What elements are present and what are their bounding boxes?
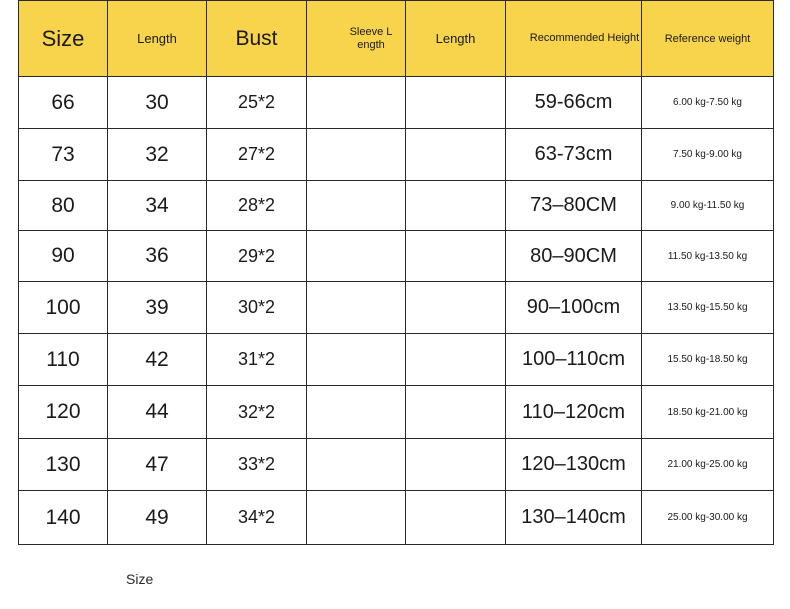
length-cell: 42 [108, 334, 207, 386]
length-2-cell [406, 231, 506, 282]
table-row [19, 439, 774, 491]
sleeve-length-cell [307, 439, 406, 491]
sleeve-length-cell [307, 334, 406, 386]
header-recommended-height: Recommended Height [506, 1, 642, 77]
recommended-height-cell: 100–110cm [506, 334, 642, 386]
table-row [19, 129, 774, 181]
recommended-height-cell: 80–90CM [506, 231, 642, 282]
header-length: Length [108, 1, 207, 77]
size-cell: 80 [19, 181, 108, 231]
table-row [19, 231, 774, 282]
reference-weight-cell: 9.00 kg-11.50 kg [642, 181, 774, 231]
table-row [19, 491, 774, 545]
length-cell: 30 [108, 77, 207, 129]
length-2-cell [406, 77, 506, 129]
recommended-height-cell: 120–130cm [506, 439, 642, 491]
recommended-height-cell: 110–120cm [506, 386, 642, 439]
length-cell: 32 [108, 129, 207, 181]
size-cell: 130 [19, 439, 108, 491]
sleeve-length-cell [307, 386, 406, 439]
sleeve-length-cell [307, 282, 406, 334]
length-2-cell [406, 282, 506, 334]
recommended-height-cell: 90–100cm [506, 282, 642, 334]
bust-cell: 33*2 [207, 439, 307, 491]
size-cell: 120 [19, 386, 108, 439]
header-reference-weight: Reference weight [642, 1, 774, 77]
header-sleeve-length: Sleeve L ength [307, 1, 406, 77]
bust-cell: 32*2 [207, 386, 307, 439]
size-cell: 66 [19, 77, 108, 129]
length-2-cell [406, 491, 506, 545]
header-size: Size [19, 1, 108, 77]
bust-cell: 30*2 [207, 282, 307, 334]
reference-weight-cell: 25.00 kg-30.00 kg [642, 491, 774, 545]
sleeve-length-cell [307, 181, 406, 231]
header-row [19, 1, 774, 77]
header-bust: Bust [207, 1, 307, 77]
recommended-height-cell: 73–80CM [506, 181, 642, 231]
footer-size-label: Size [126, 571, 154, 587]
bust-cell: 34*2 [207, 491, 307, 545]
reference-weight-cell: 18.50 kg-21.00 kg [642, 386, 774, 439]
length-2-cell [406, 129, 506, 181]
bust-cell: 31*2 [207, 334, 307, 386]
sleeve-length-cell [307, 129, 406, 181]
recommended-height-cell: 63-73cm [506, 129, 642, 181]
reference-weight-cell: 6.00 kg-7.50 kg [642, 77, 774, 129]
length-cell: 36 [108, 231, 207, 282]
header-length-2: Length [406, 1, 506, 77]
reference-weight-cell: 11.50 kg-13.50 kg [642, 231, 774, 282]
size-cell: 100 [19, 282, 108, 334]
length-cell: 47 [108, 439, 207, 491]
recommended-height-cell: 130–140cm [506, 491, 642, 545]
size-cell: 73 [19, 129, 108, 181]
reference-weight-cell: 7.50 kg-9.00 kg [642, 129, 774, 181]
size-cell: 140 [19, 491, 108, 545]
recommended-height-cell: 59-66cm [506, 77, 642, 129]
table-row [19, 386, 774, 439]
length-cell: 44 [108, 386, 207, 439]
bust-cell: 27*2 [207, 129, 307, 181]
bust-cell: 29*2 [207, 231, 307, 282]
reference-weight-cell: 13.50 kg-15.50 kg [642, 282, 774, 334]
length-2-cell [406, 439, 506, 491]
sleeve-length-cell [307, 77, 406, 129]
length-2-cell [406, 386, 506, 439]
size-cell: 90 [19, 231, 108, 282]
reference-weight-cell: 21.00 kg-25.00 kg [642, 439, 774, 491]
reference-weight-cell: 15.50 kg-18.50 kg [642, 334, 774, 386]
length-cell: 49 [108, 491, 207, 545]
length-2-cell [406, 334, 506, 386]
length-cell: 34 [108, 181, 207, 231]
length-2-cell [406, 181, 506, 231]
bust-cell: 25*2 [207, 77, 307, 129]
sleeve-length-cell [307, 231, 406, 282]
length-cell: 39 [108, 282, 207, 334]
table-row [19, 181, 774, 231]
size-cell: 110 [19, 334, 108, 386]
sleeve-length-cell [307, 491, 406, 545]
table-row [19, 334, 774, 386]
table-row [19, 282, 774, 334]
bust-cell: 28*2 [207, 181, 307, 231]
size-chart-table [18, 0, 774, 545]
table-row [19, 77, 774, 129]
